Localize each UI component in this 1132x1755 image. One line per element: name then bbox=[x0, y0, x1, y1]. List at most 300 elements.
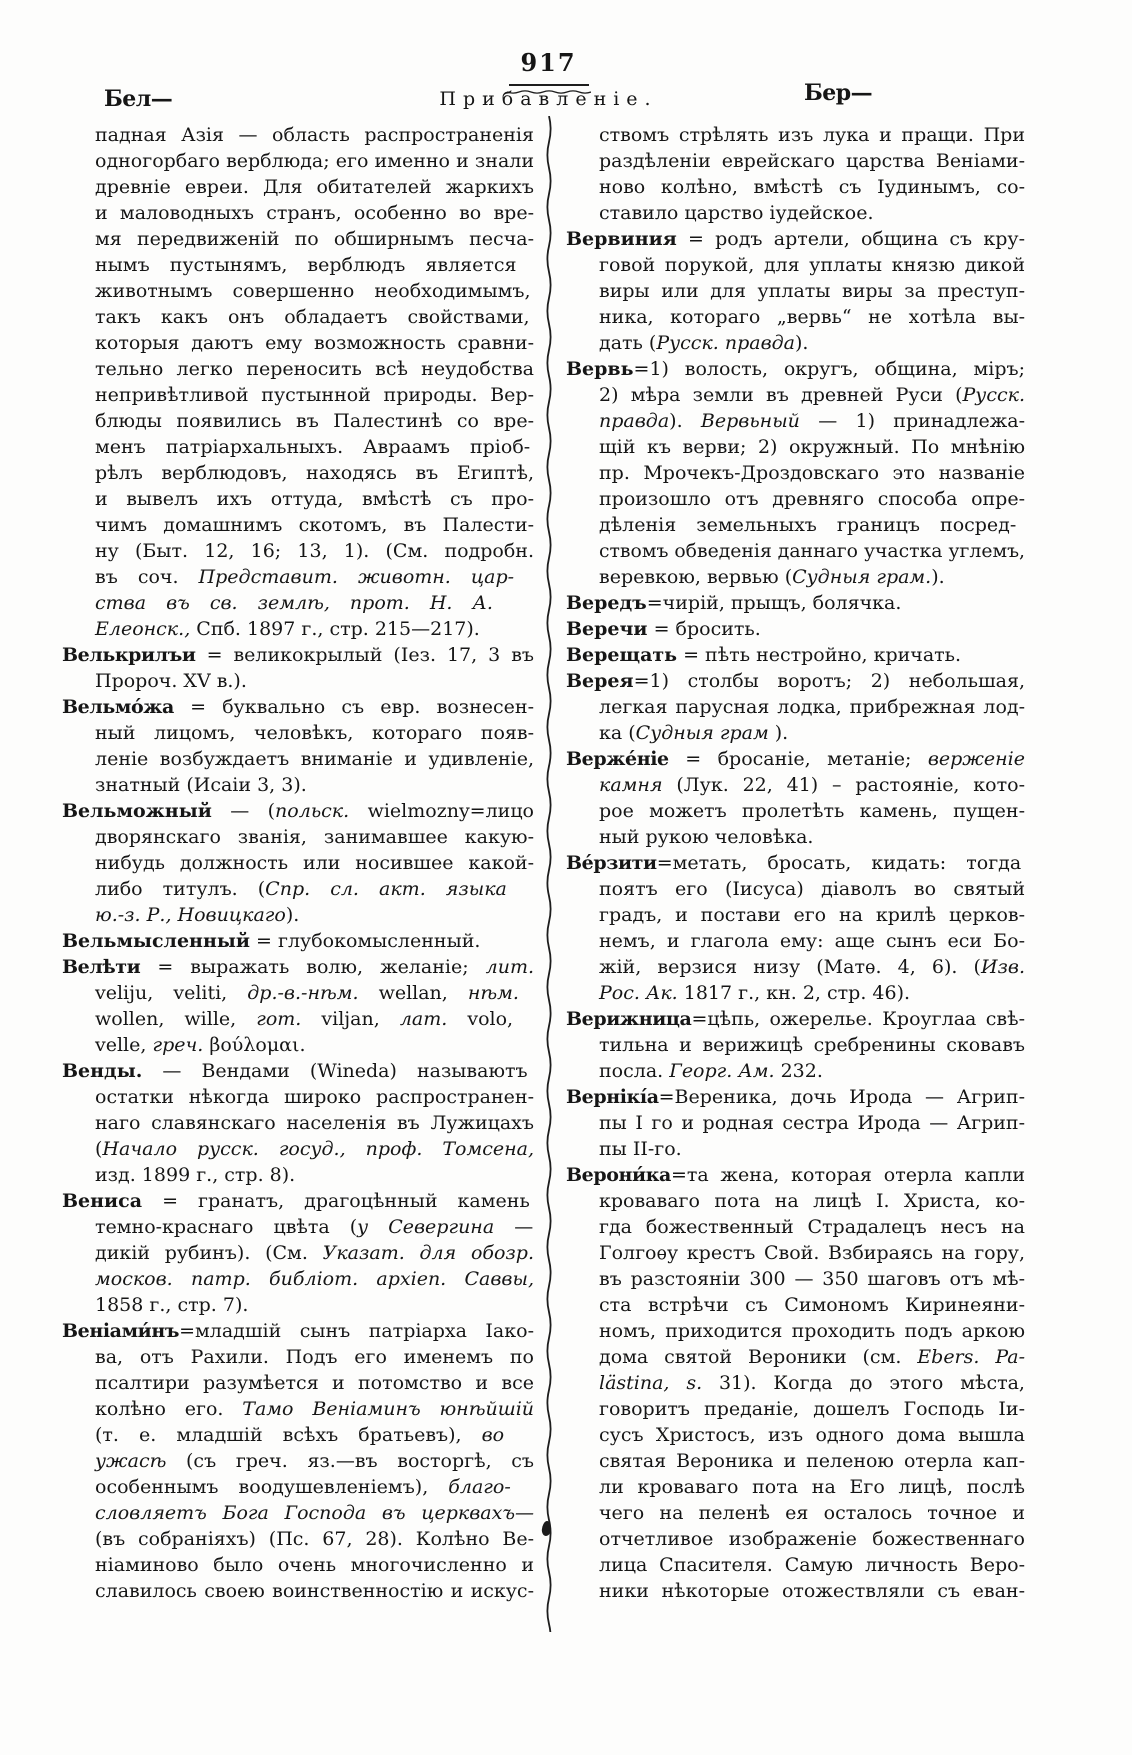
line-text bbox=[95, 538, 534, 564]
line-text bbox=[95, 590, 493, 616]
text-line bbox=[599, 798, 1025, 824]
text-line bbox=[95, 902, 534, 928]
citation-text: лат. bbox=[399, 1008, 448, 1030]
line-text bbox=[95, 876, 507, 902]
line-text bbox=[599, 928, 1025, 954]
body-text: псалтири разумѣется и потомство и все bbox=[95, 1372, 534, 1394]
line-text bbox=[599, 174, 1025, 200]
body-text: wollen, wille, bbox=[95, 1008, 257, 1030]
body-text: колѣно его. bbox=[95, 1398, 243, 1420]
headword: Ве́рзити bbox=[566, 852, 657, 874]
headword: Вельмысленный bbox=[62, 930, 250, 952]
running-header-title: Прибавленіе. bbox=[439, 88, 658, 110]
line-text bbox=[95, 408, 534, 434]
text-line bbox=[599, 408, 1025, 434]
text-line bbox=[599, 1552, 1025, 1578]
line-text bbox=[599, 1292, 1025, 1318]
text-line bbox=[599, 954, 1025, 980]
citation-text: у Севергина bbox=[357, 1216, 495, 1238]
body-text: мя передвиженій по обширнымъ песча- bbox=[95, 228, 534, 250]
line-text bbox=[95, 330, 534, 356]
body-text: лица Спасителя. Самую личность Веро- bbox=[599, 1554, 1025, 1576]
line-text bbox=[599, 1318, 1025, 1344]
line-text bbox=[599, 1422, 1025, 1448]
text-line bbox=[599, 694, 1025, 720]
text-line bbox=[95, 512, 534, 538]
text-line bbox=[566, 746, 1025, 772]
text-line bbox=[599, 928, 1025, 954]
citation-text: Русск. bbox=[962, 384, 1025, 406]
line-text bbox=[62, 1318, 534, 1344]
body-text: ствомъ стрѣлять изъ лука и пращи. При bbox=[599, 124, 1025, 146]
text-line bbox=[599, 148, 1025, 174]
line-text bbox=[95, 512, 534, 538]
citation-text: верженіе bbox=[927, 748, 1025, 770]
body-text: — bbox=[494, 1216, 534, 1238]
text-line bbox=[599, 1292, 1025, 1318]
body-text: и маловодныхъ странъ, особенно во вре- bbox=[95, 202, 534, 224]
page-number: 917 bbox=[520, 48, 577, 77]
line-text bbox=[599, 798, 1025, 824]
text-line bbox=[95, 1448, 534, 1474]
line-text bbox=[566, 1162, 1025, 1188]
headword: Верижница bbox=[566, 1008, 692, 1030]
line-text bbox=[599, 1526, 1025, 1552]
text-line bbox=[95, 720, 534, 746]
citation-text: Судныя грам bbox=[635, 722, 769, 744]
text-line bbox=[95, 1266, 534, 1292]
text-line bbox=[566, 1006, 1025, 1032]
citation-text: благо- bbox=[448, 1476, 511, 1498]
text-line bbox=[599, 512, 1025, 538]
text-line bbox=[95, 1084, 534, 1110]
body-text: тильна и верижицѣ сребренины сковавъ bbox=[599, 1034, 1025, 1056]
line-text bbox=[95, 564, 514, 590]
line-text bbox=[95, 824, 534, 850]
headword: Верони́ка bbox=[566, 1164, 671, 1186]
line-text bbox=[95, 1396, 534, 1422]
text-line bbox=[95, 486, 534, 512]
line-text bbox=[599, 304, 1025, 330]
line-text bbox=[599, 486, 1025, 512]
line-text bbox=[95, 1474, 511, 1500]
citation-text: Русск. правда bbox=[656, 332, 796, 354]
body-text: наго славянскаго населенія въ Лужицахъ bbox=[95, 1112, 534, 1134]
body-text: немъ, и глагола ему: аще сынъ еси Бо- bbox=[599, 930, 1025, 952]
line-text bbox=[599, 1032, 1025, 1058]
body-text: — 1) принадлежа- bbox=[799, 410, 1025, 432]
line-text bbox=[95, 1084, 534, 1110]
body-text: =цѣпь, ожерелье. Кроуглаа свѣ- bbox=[691, 1008, 1025, 1030]
line-text bbox=[599, 1448, 1025, 1474]
text-line bbox=[599, 486, 1025, 512]
body-text: дворянскаго званія, занимавшее какую- bbox=[95, 826, 534, 848]
line-text bbox=[599, 1266, 1025, 1292]
body-text: ново колѣно, вмѣстѣ съ Іудинымъ, со- bbox=[599, 176, 1025, 198]
citation-text: Тамо Веніаминъ юнѣйшій bbox=[242, 1398, 535, 1420]
citation-text: гот. bbox=[256, 1008, 302, 1030]
body-text: = бросаніе, метаніе; bbox=[668, 748, 928, 770]
body-text: виры или для уплаты виры за преступ- bbox=[599, 280, 1025, 302]
body-text: Голгоѳу крестъ Свой. Взбираясь на гору, bbox=[599, 1242, 1025, 1264]
line-text bbox=[599, 1396, 1025, 1422]
body-text: изд. 1899 г., стр. 8). bbox=[95, 1164, 296, 1186]
column-right bbox=[566, 122, 1025, 1604]
body-text: ный рукою человѣка. bbox=[599, 826, 814, 848]
text-line bbox=[599, 200, 1025, 226]
line-text bbox=[95, 278, 531, 304]
body-text: либо титулъ. ( bbox=[95, 878, 266, 900]
line-text bbox=[95, 304, 530, 330]
body-text: =1) столбы воротъ; 2) небольшая, bbox=[633, 670, 1025, 692]
line-text bbox=[599, 564, 945, 590]
text-line bbox=[566, 642, 1025, 668]
body-text: viljan, bbox=[301, 1008, 400, 1030]
text-line bbox=[599, 564, 1025, 590]
line-text bbox=[95, 1344, 534, 1370]
text-line bbox=[95, 1344, 534, 1370]
body-text: которыя даютъ ему возможность сравни- bbox=[95, 332, 534, 354]
body-text: ли кроваваго пота на Его лицѣ, послѣ bbox=[599, 1476, 1025, 1498]
body-text: = выражать волю, желаніе; bbox=[140, 956, 486, 978]
headword: Вельможный bbox=[62, 800, 212, 822]
line-text bbox=[599, 434, 1025, 460]
line-text bbox=[62, 694, 534, 720]
body-text: знатный (Исаіи 3, 3). bbox=[95, 774, 307, 796]
body-text: тельно легко переносить всѣ неудобства bbox=[95, 358, 534, 380]
text-line bbox=[95, 226, 534, 252]
body-text: пы II-го. bbox=[599, 1138, 682, 1160]
line-text bbox=[599, 252, 1025, 278]
body-text: =чирій, прыщъ, болячка. bbox=[646, 592, 902, 614]
body-text: ). bbox=[285, 904, 300, 926]
body-text: нибудь должность или носившее какой- bbox=[95, 852, 534, 874]
body-text: volo, bbox=[447, 1008, 514, 1030]
line-text bbox=[566, 616, 761, 642]
citation-text: польск. bbox=[275, 800, 350, 822]
text-line bbox=[566, 668, 1025, 694]
line-text bbox=[62, 1058, 528, 1084]
body-text: древніе евреи. Для обитателей жаркихъ bbox=[95, 176, 534, 198]
body-text: славилось своею воинственностію и искус- bbox=[95, 1580, 534, 1602]
text-line bbox=[62, 694, 534, 720]
column-divider-rule bbox=[543, 116, 555, 1632]
headword: Верещать bbox=[566, 644, 678, 666]
text-line bbox=[599, 1370, 1025, 1396]
line-text bbox=[599, 148, 1025, 174]
citation-text: москов. патр. библіот. архіеп. Саввы, bbox=[95, 1268, 534, 1290]
line-text bbox=[95, 1448, 534, 1474]
citation-text: ю.-з. Р., Новицкаго bbox=[95, 904, 286, 926]
headword: Велькрилъи bbox=[62, 644, 196, 666]
body-text: особеннымъ воодушевленіемъ), bbox=[95, 1476, 449, 1498]
text-line bbox=[95, 1552, 534, 1578]
guide-word-left: Бел— bbox=[104, 86, 173, 112]
line-text bbox=[599, 382, 1025, 408]
line-text bbox=[95, 1214, 533, 1240]
body-text: wielmozny=лицо bbox=[349, 800, 534, 822]
page-number-rule bbox=[509, 84, 589, 86]
text-line bbox=[599, 1318, 1025, 1344]
line-text bbox=[95, 200, 534, 226]
text-line bbox=[599, 1136, 1025, 1162]
headword: Вельмо́жа bbox=[62, 696, 174, 718]
text-line bbox=[599, 538, 1025, 564]
text-line bbox=[95, 668, 534, 694]
line-text bbox=[599, 980, 910, 1006]
text-line bbox=[599, 1344, 1025, 1370]
body-text: ники нѣкоторые отожествляли съ еван- bbox=[599, 1580, 1025, 1602]
line-text bbox=[95, 746, 534, 772]
text-line bbox=[62, 954, 534, 980]
guide-word-right: Бер— bbox=[804, 80, 873, 106]
line-text bbox=[599, 1188, 1025, 1214]
headword: Велѣти bbox=[62, 956, 141, 978]
text-line bbox=[599, 1058, 1025, 1084]
text-line bbox=[95, 122, 534, 148]
line-text bbox=[95, 902, 299, 928]
line-text bbox=[566, 1006, 1025, 1032]
citation-text: лит. bbox=[485, 956, 534, 978]
text-line bbox=[95, 330, 534, 356]
text-line bbox=[599, 1214, 1025, 1240]
body-text: животнымъ совершенно необходимымъ, bbox=[95, 280, 531, 302]
citation-text: Начало русск. госуд., проф. Томсена, bbox=[102, 1138, 534, 1160]
body-text: въ соч. bbox=[95, 566, 199, 588]
headword: Вервь bbox=[566, 358, 634, 380]
text-line bbox=[599, 1526, 1025, 1552]
line-text bbox=[95, 174, 534, 200]
citation-text: во bbox=[481, 1424, 505, 1446]
body-text: = родъ артели, община съ кру- bbox=[676, 228, 1025, 250]
body-text: Спб. 1897 г., стр. 215—217). bbox=[196, 618, 480, 640]
body-text: посла. bbox=[599, 1060, 670, 1082]
line-text bbox=[599, 1058, 823, 1084]
text-line bbox=[566, 356, 1025, 382]
text-line bbox=[95, 1162, 534, 1188]
body-text: ка ( bbox=[599, 722, 636, 744]
line-text bbox=[599, 1214, 1025, 1240]
body-text: одногорбаго верблюда; его именно и знали bbox=[95, 150, 534, 172]
text-line bbox=[599, 1578, 1025, 1604]
line-text bbox=[566, 746, 1025, 772]
body-text: градъ, и постави его на крилѣ церков- bbox=[599, 904, 1025, 926]
body-text: (съ греч. яз.—въ восторгѣ, съ bbox=[166, 1450, 534, 1472]
body-text: раздѣленіи еврейскаго царства Веніами- bbox=[599, 150, 1025, 172]
text-line bbox=[599, 278, 1025, 304]
line-text bbox=[95, 148, 534, 174]
line-text bbox=[95, 356, 534, 382]
citation-text: Представит. животн. цар- bbox=[198, 566, 515, 588]
text-line bbox=[95, 1474, 534, 1500]
body-text: Пророч. XV в.). bbox=[95, 670, 247, 692]
text-line bbox=[599, 772, 1025, 798]
body-text: произошло отъ древняго способа опре- bbox=[599, 488, 1025, 510]
line-text bbox=[95, 1422, 504, 1448]
text-line bbox=[95, 356, 534, 382]
line-text bbox=[62, 928, 480, 954]
text-line bbox=[95, 1292, 534, 1318]
text-line bbox=[599, 1032, 1025, 1058]
text-line bbox=[566, 590, 1025, 616]
headword: Верже́ніе bbox=[566, 748, 669, 770]
headword: Верея bbox=[566, 670, 634, 692]
line-text bbox=[566, 850, 1021, 876]
body-text: непривѣтливой пустынной природы. Вер- bbox=[95, 384, 534, 406]
line-text bbox=[566, 1084, 1025, 1110]
body-text: ста встрѣчи съ Симономъ Киринеяни- bbox=[599, 1294, 1025, 1316]
body-text: легкая парусная лодка, прибрежная лод- bbox=[599, 696, 1025, 718]
line-text bbox=[95, 1292, 248, 1318]
column-left bbox=[62, 122, 534, 1604]
text-line bbox=[599, 1396, 1025, 1422]
text-line bbox=[95, 1578, 534, 1604]
body-text: = глубокомысленный. bbox=[250, 930, 481, 952]
text-line bbox=[599, 174, 1025, 200]
body-text: = бросить. bbox=[647, 618, 761, 640]
line-text bbox=[599, 1240, 1025, 1266]
body-text: ). bbox=[931, 566, 945, 588]
text-line bbox=[95, 746, 534, 772]
text-line bbox=[95, 1500, 534, 1526]
text-line bbox=[62, 798, 534, 824]
text-line bbox=[95, 200, 534, 226]
body-text: ника, котораго „вервь“ не хотѣла вы- bbox=[599, 306, 1025, 328]
body-text: менъ патріархальныхъ. Авраамъ пріоб- bbox=[95, 436, 531, 458]
text-line bbox=[95, 616, 534, 642]
body-text: леніе возбуждаетъ вниманіе и удивленіе, bbox=[95, 748, 534, 770]
headword: Вередъ bbox=[566, 592, 647, 614]
line-text bbox=[95, 1032, 306, 1058]
text-line bbox=[95, 1006, 534, 1032]
line-text bbox=[566, 590, 901, 616]
body-text: (Лук. 22, 41) – растояніе, кото- bbox=[662, 774, 1025, 796]
citation-text: камня bbox=[599, 774, 663, 796]
text-line bbox=[95, 850, 534, 876]
text-line bbox=[566, 850, 1025, 876]
text-line bbox=[95, 1032, 534, 1058]
line-text bbox=[566, 226, 1025, 252]
line-text bbox=[95, 1110, 534, 1136]
body-text: ). bbox=[795, 332, 809, 354]
body-text: пы I го и родная сестра Ирода — Агрип- bbox=[599, 1112, 1025, 1134]
body-text: (въ собраніяхъ) (Пс. 67, 28). Колѣно Ве- bbox=[95, 1528, 534, 1550]
text-line bbox=[62, 642, 534, 668]
text-line bbox=[599, 876, 1025, 902]
body-text: = великокрылый (Іез. 17, 3 въ bbox=[195, 644, 534, 666]
body-text: щій къ верви; 2) окружный. По мнѣнію bbox=[599, 436, 1025, 458]
citation-text: Рос. Ак. bbox=[599, 982, 678, 1004]
line-text bbox=[62, 798, 534, 824]
text-line bbox=[95, 1370, 534, 1396]
line-text bbox=[95, 772, 307, 798]
text-line bbox=[599, 980, 1025, 1006]
line-text bbox=[95, 1552, 534, 1578]
text-line bbox=[599, 1188, 1025, 1214]
line-text bbox=[62, 642, 534, 668]
body-text: номъ, приходится проходить подъ аркою bbox=[599, 1320, 1025, 1342]
text-line bbox=[95, 1136, 534, 1162]
body-text: ). bbox=[768, 722, 789, 744]
line-text bbox=[599, 330, 808, 356]
headword: Вернікі́а bbox=[566, 1086, 659, 1108]
body-text: отчетливое изображеніе божественнаго bbox=[599, 1528, 1025, 1550]
text-line bbox=[599, 720, 1025, 746]
body-text: падная Азія — область распространенія bbox=[95, 124, 534, 146]
line-text bbox=[95, 980, 519, 1006]
text-line bbox=[95, 174, 534, 200]
body-text: рѣлъ верблюдовъ, находясь въ Египтѣ, bbox=[95, 462, 534, 484]
body-text: кроваваго пота на лицѣ І. Христа, ко- bbox=[599, 1190, 1025, 1212]
body-text: блюды появились въ Палестинѣ со вре- bbox=[95, 410, 534, 432]
line-text bbox=[599, 200, 874, 226]
body-text: ). bbox=[669, 410, 701, 432]
text-line bbox=[599, 1240, 1025, 1266]
citation-text: словляетъ Бога Господа въ церквахъ— bbox=[95, 1502, 534, 1524]
body-text: 2) мѣра земли въ древней Руси ( bbox=[599, 384, 963, 406]
body-text: нымъ пустынямъ, верблюдъ является bbox=[95, 254, 517, 276]
body-text: сусъ Христосъ, изъ одного дома вышла bbox=[599, 1424, 1025, 1446]
text-line bbox=[62, 1058, 534, 1084]
body-text: поятъ его (Іисуса) діаволъ во святый bbox=[599, 878, 1025, 900]
text-line bbox=[95, 278, 534, 304]
line-text bbox=[566, 356, 1025, 382]
body-text: = пѣть нестройно, кричать. bbox=[677, 644, 962, 666]
line-text bbox=[95, 1578, 534, 1604]
body-text: =младшій сынъ патріарха Іако- bbox=[179, 1320, 534, 1342]
text-line bbox=[95, 1110, 534, 1136]
body-text: =Вереника, дочь Ирода — Агрип- bbox=[658, 1086, 1025, 1108]
body-text: (т. е. младшій всѣхъ братьевъ), bbox=[95, 1424, 482, 1446]
body-text: темно-краснаго цвѣта ( bbox=[95, 1216, 358, 1238]
line-text bbox=[599, 538, 1025, 564]
body-text: ніаминово было очень многочисленно и bbox=[95, 1554, 534, 1576]
text-line bbox=[95, 408, 534, 434]
headword: Вениса bbox=[62, 1190, 143, 1212]
body-text: дома святой Вероники (см. bbox=[599, 1346, 918, 1368]
text-line bbox=[566, 1162, 1025, 1188]
body-text: ( bbox=[95, 1138, 103, 1160]
body-text: =та жена, которая отерла капли bbox=[670, 1164, 1025, 1186]
line-text bbox=[599, 1500, 1025, 1526]
text-line bbox=[95, 252, 534, 278]
line-text bbox=[599, 772, 1025, 798]
line-text bbox=[599, 1552, 1025, 1578]
text-line bbox=[95, 590, 534, 616]
line-text bbox=[599, 278, 1025, 304]
text-line bbox=[95, 1396, 534, 1422]
line-text bbox=[566, 642, 961, 668]
body-text: дать ( bbox=[599, 332, 657, 354]
body-text: — Вендами (Wineda) называютъ bbox=[142, 1060, 528, 1082]
body-text: рое можетъ пролетѣть камень, пущен- bbox=[599, 800, 1025, 822]
citation-text: греч. bbox=[152, 1034, 204, 1056]
body-text: =1) волость, округъ, община, міръ; bbox=[633, 358, 1025, 380]
text-line bbox=[599, 1474, 1025, 1500]
citation-text: Елеонск., bbox=[95, 618, 197, 640]
text-line bbox=[95, 980, 534, 1006]
line-text bbox=[95, 1500, 534, 1526]
line-text bbox=[599, 1474, 1025, 1500]
text-line bbox=[599, 122, 1025, 148]
line-text bbox=[599, 1370, 1025, 1396]
line-text bbox=[599, 122, 1025, 148]
headword: Веречи bbox=[566, 618, 648, 640]
text-line bbox=[62, 1318, 534, 1344]
text-line bbox=[62, 1188, 534, 1214]
body-text: — ( bbox=[211, 800, 276, 822]
body-text: веревкою, вервью ( bbox=[599, 566, 793, 588]
